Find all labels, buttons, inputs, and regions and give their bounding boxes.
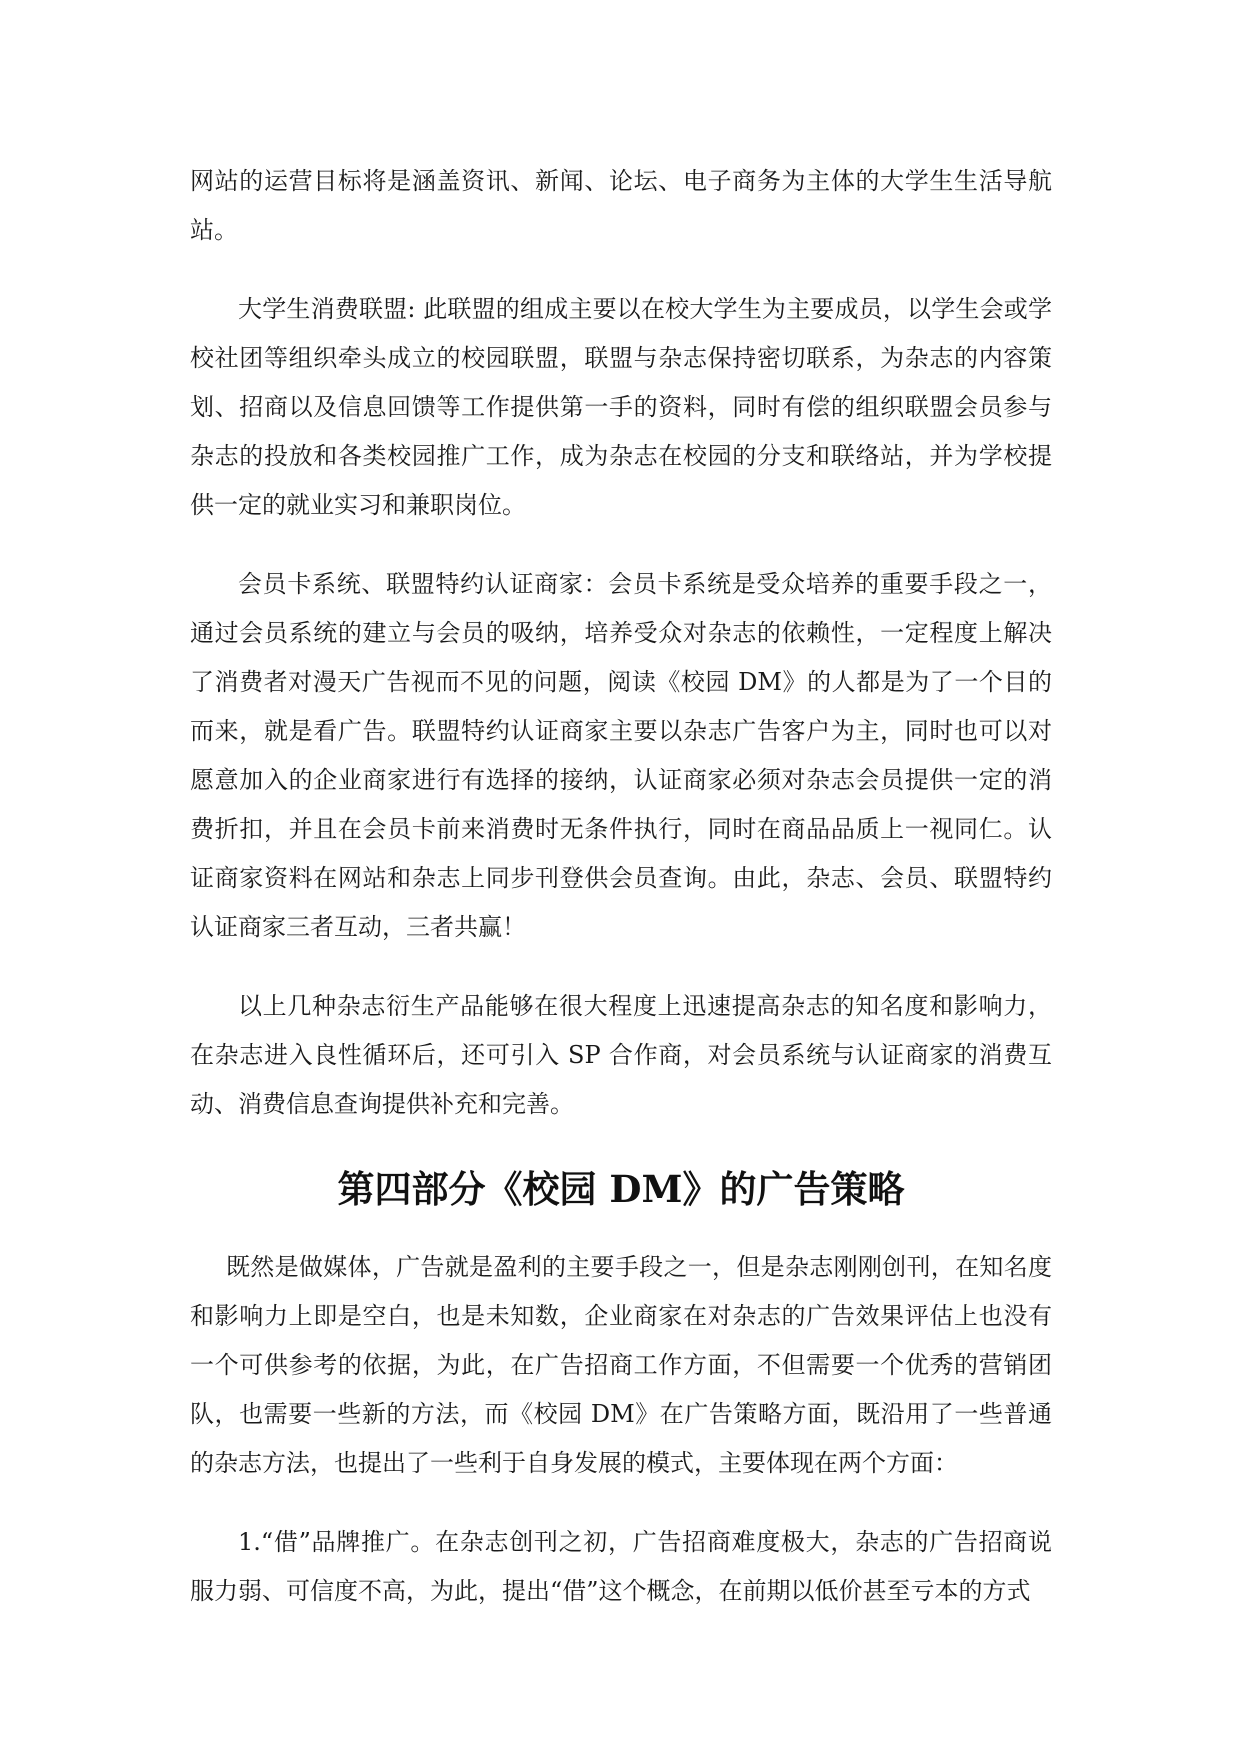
paragraph-consumer-alliance: 大学生消费联盟: 此联盟的组成主要以在校大学生为主要成员，以学生会或学校社团等组织牵头成立的校园联盟，联盟与杂志保持密切联系，为杂志的内容策划、招商以及信息回馈等工作提供第一手的资料，同时有偿的组织联盟会员参与杂志的投放和各类校园推广工作，成为杂志在校园的分支和联络站，并为学校提供一定的就业实习和兼职岗位。: [190, 295, 1052, 519]
paragraph-website-goal: 网站的运营目标将是涵盖资讯、新闻、论坛、电子商务为主体的大学生生活导航站。: [190, 167, 1052, 244]
paragraph-member-card-system: 会员卡系统、联盟特约认证商家：会员卡系统是受众培养的重要手段之一，通过会员系统的建立与会员的吸纳，培养受众对杂志的依赖性，一定程度上解决了消费者对漫天广告视而不见的问题，阅读《校园 DM》的人都是为了一个目的而来，就是看广告。联盟特约认证商家主要以杂志广告客户为主，同时也可以对愿意加入的企业商家进行有选择的接纳，认证商家必须对杂志会员提供一定的消费折扣，并且在会员卡前来消费时无条件执行，同时在商品品质上一视同仁。认证商家资料在网站和杂志上同步刊登供会员查询。由此，杂志、会员、联盟特约认证商家三者互动，三者共赢！: [190, 570, 1052, 941]
paragraph-derivative-products: 以上几种杂志衍生产品能够在很大程度上迅速提高杂志的知名度和影响力，在杂志进入良性循环后，还可引入 SP 合作商，对会员系统与认证商家的消费互动、消费信息查询提供补充和完善。: [190, 992, 1052, 1118]
section-heading: 第四部分《校园 DM》的广告策略: [337, 1167, 905, 1211]
paragraph-ad-strategy-intro: 既然是做媒体，广告就是盈利的主要手段之一，但是杂志刚刚创刊，在知名度和影响力上即是空白，也是未知数，企业商家在对杂志的广告效果评估上也没有一个可供参考的依据，为此，在广告招商工作方面，不但需要一个优秀的营销团队，也需要一些新的方法，而《校园 DM》在广告策略方面，既沿用了一些普通的杂志方法，也提出了一些利于自身发展的模式，主要体现在两个方面：: [190, 1253, 1052, 1477]
paragraph-brand-borrowing: 1.“借”品牌推广。在杂志创刊之初，广告招商难度极大，杂志的广告招商说服力弱、可信度不高，为此，提出“借”这个概念，在前期以低价甚至亏本的方式: [190, 1528, 1052, 1605]
document-body: [190, 157, 1052, 1646]
